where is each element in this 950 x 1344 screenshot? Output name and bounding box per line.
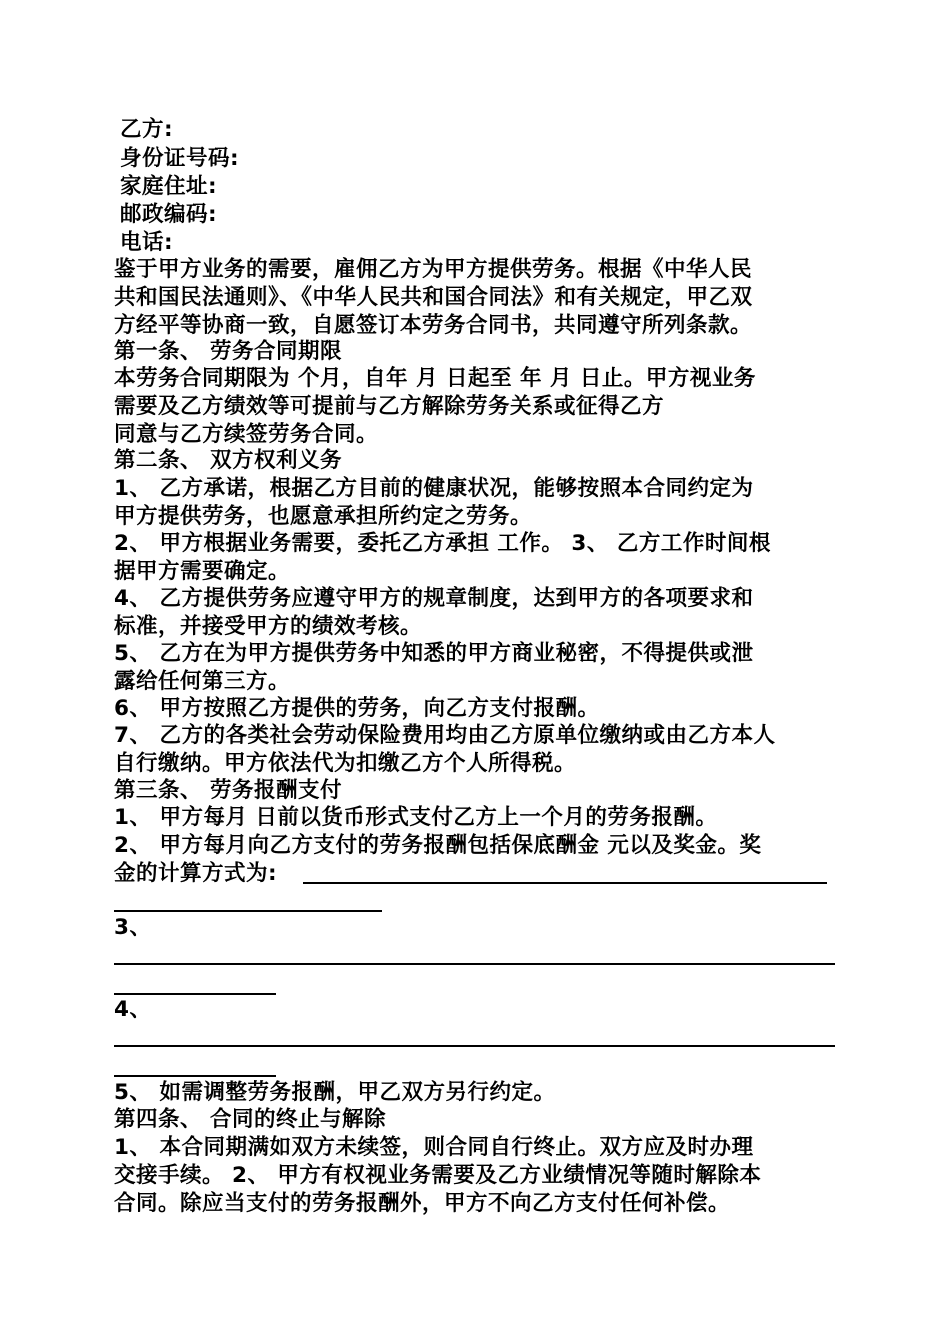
preamble-line: 方经平等协商一致，自愿签订本劳务合同书，共同遵守所列条款。 xyxy=(114,313,753,338)
article-2-line: 据甲方需要确定。 xyxy=(114,559,291,584)
article-3-item-5: 5、 如需调整劳务报酬，甲乙双方另行约定。 xyxy=(114,1080,556,1105)
article-3-line: 金的计算方式为: xyxy=(114,861,278,886)
home-address-label: 家庭住址: xyxy=(120,174,218,199)
fill-in-line xyxy=(114,910,382,912)
article-1-line: 本劳务合同期限为 个月，自年 月 日起至 年 月 日止。甲方视业务 xyxy=(114,366,756,391)
article-3-title: 第三条、 劳务报酬支付 xyxy=(114,778,342,803)
article-3-line: 2、 甲方每月向乙方支付的劳务报酬包括保底酬金 元以及奖金。奖 xyxy=(114,833,762,858)
party-b-label: 乙方: xyxy=(120,117,174,142)
article-2-line: 2、 甲方根据业务需要，委托乙方承担 工作。 3、 乙方工作时间根 xyxy=(114,531,771,556)
article-2-line: 5、 乙方在为甲方提供劳务中知悉的甲方商业秘密，不得提供或泄 xyxy=(114,641,754,666)
article-4-line: 合同。除应当支付的劳务报酬外，甲方不向乙方支付任何补偿。 xyxy=(114,1191,731,1216)
article-3-line: 1、 甲方每月 日前以货币形式支付乙方上一个月的劳务报酬。 xyxy=(114,805,718,830)
article-2-line: 露给任何第三方。 xyxy=(114,669,291,694)
article-1-line: 需要及乙方绩效等可提前与乙方解除劳务关系或征得乙方 xyxy=(114,394,665,419)
id-number-label: 身份证号码: xyxy=(120,146,240,171)
fill-in-line xyxy=(114,993,276,995)
article-2-line: 4、 乙方提供劳务应遵守甲方的规章制度，达到甲方的各项要求和 xyxy=(114,586,754,611)
fill-in-line xyxy=(114,963,835,965)
postal-code-label: 邮政编码: xyxy=(120,202,218,227)
article-2-title: 第二条、 双方权利义务 xyxy=(114,448,342,473)
article-1-line: 同意与乙方续签劳务合同。 xyxy=(114,422,379,447)
fill-in-line xyxy=(114,1045,835,1047)
phone-label: 电话: xyxy=(120,230,174,255)
preamble-line: 鉴于甲方业务的需要，雇佣乙方为甲方提供劳务。根据《中华人民 xyxy=(114,257,753,282)
article-3-item-3: 3、 xyxy=(114,915,152,940)
article-4-line: 交接手续。 2、 甲方有权视业务需要及乙方业绩情况等随时解除本 xyxy=(114,1163,762,1188)
article-2-line: 6、 甲方按照乙方提供的劳务，向乙方支付报酬。 xyxy=(114,696,600,721)
preamble-line: 共和国民法通则》、《中华人民共和国合同法》和有关规定，甲乙双 xyxy=(114,285,753,310)
article-1-title: 第一条、 劳务合同期限 xyxy=(114,339,342,364)
article-2-line: 甲方提供劳务，也愿意承担所约定之劳务。 xyxy=(114,504,533,529)
article-4-line: 1、 本合同期满如双方未续签，则合同自行终止。双方应及时办理 xyxy=(114,1135,754,1160)
article-2-line: 1、 乙方承诺，根据乙方目前的健康状况，能够按照本合同约定为 xyxy=(114,476,754,501)
fill-in-line xyxy=(114,1075,276,1077)
article-4-title: 第四条、 合同的终止与解除 xyxy=(114,1107,386,1132)
fill-in-line xyxy=(303,882,827,884)
article-2-line: 7、 乙方的各类社会劳动保险费用均由乙方原单位缴纳或由乙方本人 xyxy=(114,723,776,748)
article-2-line: 自行缴纳。甲方依法代为扣缴乙方个人所得税。 xyxy=(114,751,577,776)
article-3-item-4: 4、 xyxy=(114,997,152,1022)
article-2-line: 标准，并接受甲方的绩效考核。 xyxy=(114,614,423,639)
